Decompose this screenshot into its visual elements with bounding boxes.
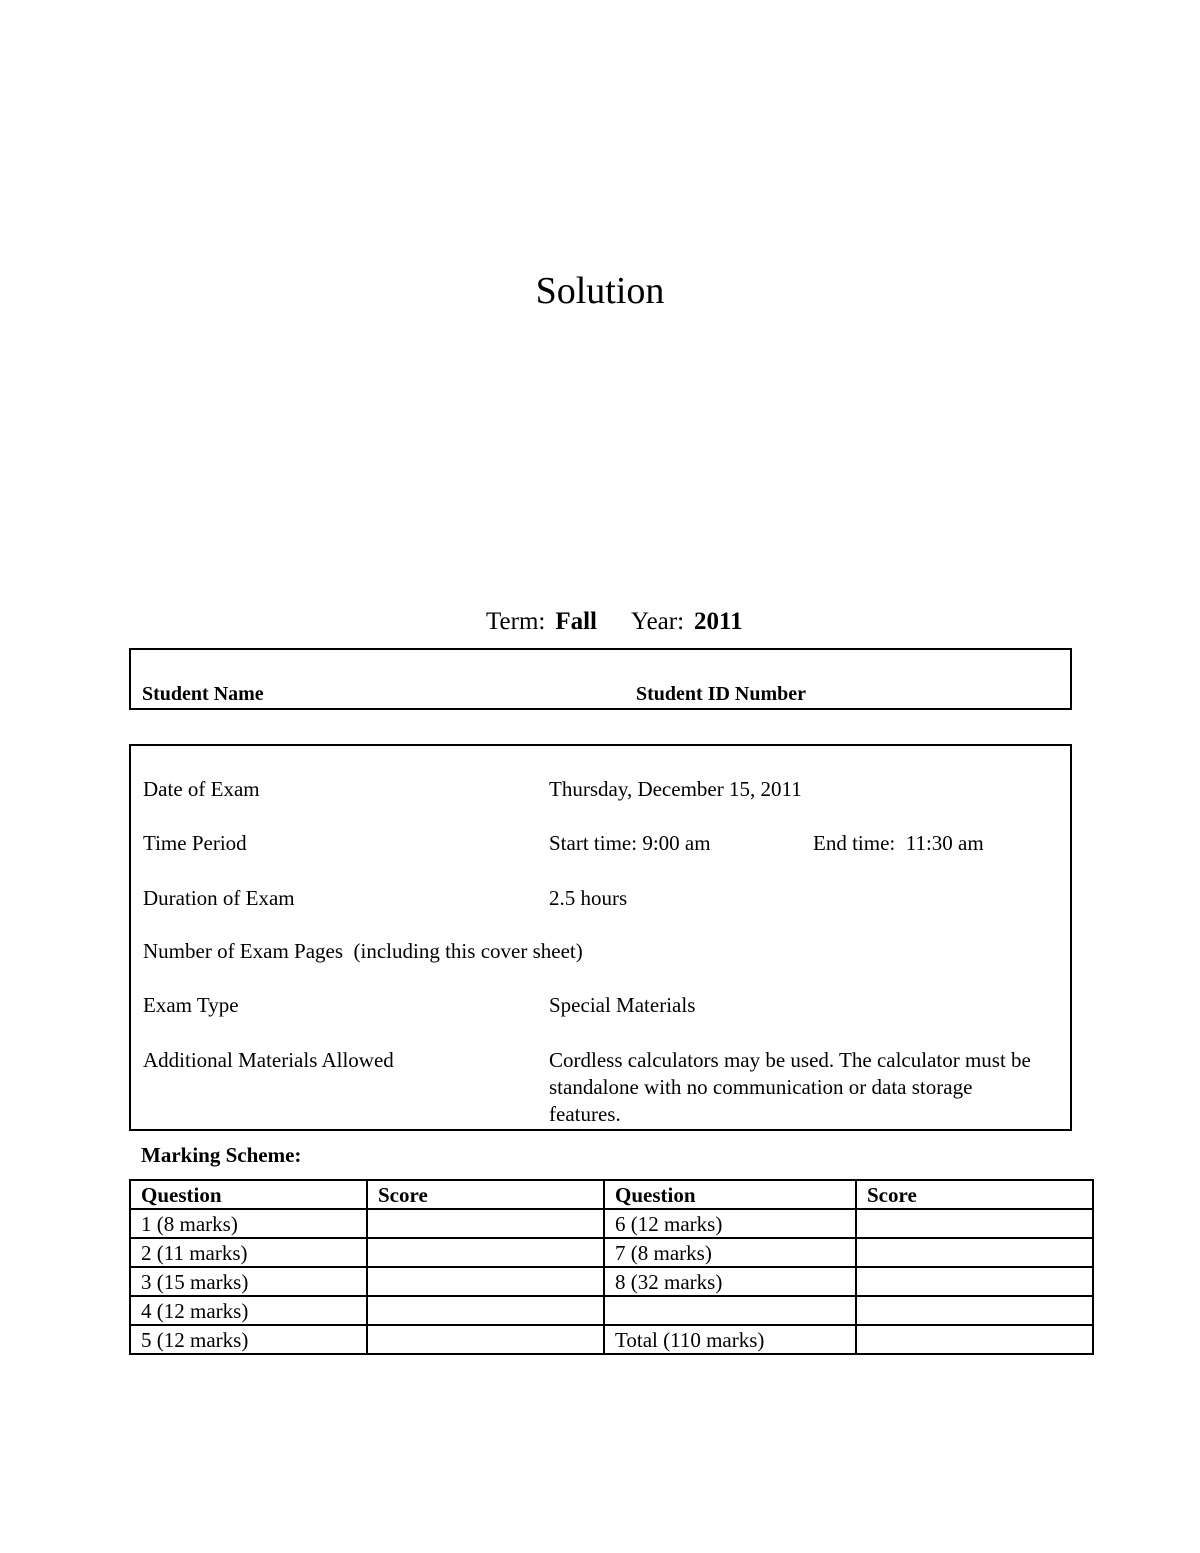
score-cell[interactable]	[856, 1296, 1093, 1325]
duration-value: 2.5 hours	[549, 886, 628, 910]
exam-type-value: Special Materials	[549, 993, 696, 1017]
table-row	[130, 1238, 1093, 1267]
score-cell[interactable]	[856, 1267, 1093, 1296]
score-cell[interactable]	[367, 1238, 604, 1267]
question-cell: 3 (15 marks)	[130, 1267, 367, 1296]
score-cell[interactable]	[856, 1238, 1093, 1267]
student-info-box[interactable]	[129, 648, 1072, 710]
student-name-label: Student Name	[142, 683, 264, 705]
header-score-2: Score	[856, 1180, 1093, 1209]
exam-info-box	[129, 744, 1072, 1131]
page-title: Solution	[535, 270, 665, 312]
score-cell[interactable]	[856, 1209, 1093, 1238]
score-cell[interactable]	[367, 1325, 604, 1354]
materials-label: Additional Materials Allowed	[143, 1048, 394, 1072]
question-cell: 4 (12 marks)	[130, 1296, 367, 1325]
question-cell: 1 (8 marks)	[130, 1209, 367, 1238]
question-cell: 2 (11 marks)	[130, 1238, 367, 1267]
start-time-value: Start time: 9:00 am	[549, 831, 711, 855]
question-cell	[604, 1296, 856, 1325]
duration-label: Duration of Exam	[143, 886, 295, 910]
header-question-2: Question	[604, 1180, 856, 1209]
total-cell: Total (110 marks)	[604, 1325, 856, 1354]
term-value: Fall	[555, 608, 598, 635]
score-cell[interactable]	[367, 1209, 604, 1238]
table-header-row	[130, 1180, 1093, 1209]
score-cell[interactable]	[367, 1296, 604, 1325]
score-cell[interactable]	[367, 1267, 604, 1296]
header-score-1: Score	[367, 1180, 604, 1209]
marking-scheme-table	[129, 1179, 1094, 1355]
term-label: Term:	[486, 608, 546, 635]
question-cell: 7 (8 marks)	[604, 1238, 856, 1267]
table-row	[130, 1296, 1093, 1325]
student-id-label: Student ID Number	[636, 683, 807, 705]
time-period-label: Time Period	[143, 831, 247, 855]
total-score-cell[interactable]	[856, 1325, 1093, 1354]
question-cell: 8 (32 marks)	[604, 1267, 856, 1296]
question-cell: 6 (12 marks)	[604, 1209, 856, 1238]
materials-value: Cordless calculators may be used. The calculator must be standalone with no communication or data storage features.	[549, 1048, 1031, 1126]
question-cell: 5 (12 marks)	[130, 1325, 367, 1354]
term-year-line	[486, 605, 743, 639]
date-of-exam-label: Date of Exam	[143, 777, 260, 801]
table-row	[130, 1325, 1093, 1354]
table-row	[130, 1267, 1093, 1296]
header-question-1: Question	[130, 1180, 367, 1209]
end-time-value: End time: 11:30 am	[813, 831, 984, 855]
exam-type-label: Exam Type	[143, 993, 239, 1017]
table-row	[130, 1209, 1093, 1238]
date-of-exam-value: Thursday, December 15, 2011	[549, 777, 802, 801]
year-value: 2011	[694, 608, 743, 635]
year-label: Year:	[631, 608, 685, 635]
exam-pages-label: Number of Exam Pages (including this cover sheet)	[143, 939, 583, 963]
marking-scheme-heading: Marking Scheme:	[141, 1143, 302, 1167]
